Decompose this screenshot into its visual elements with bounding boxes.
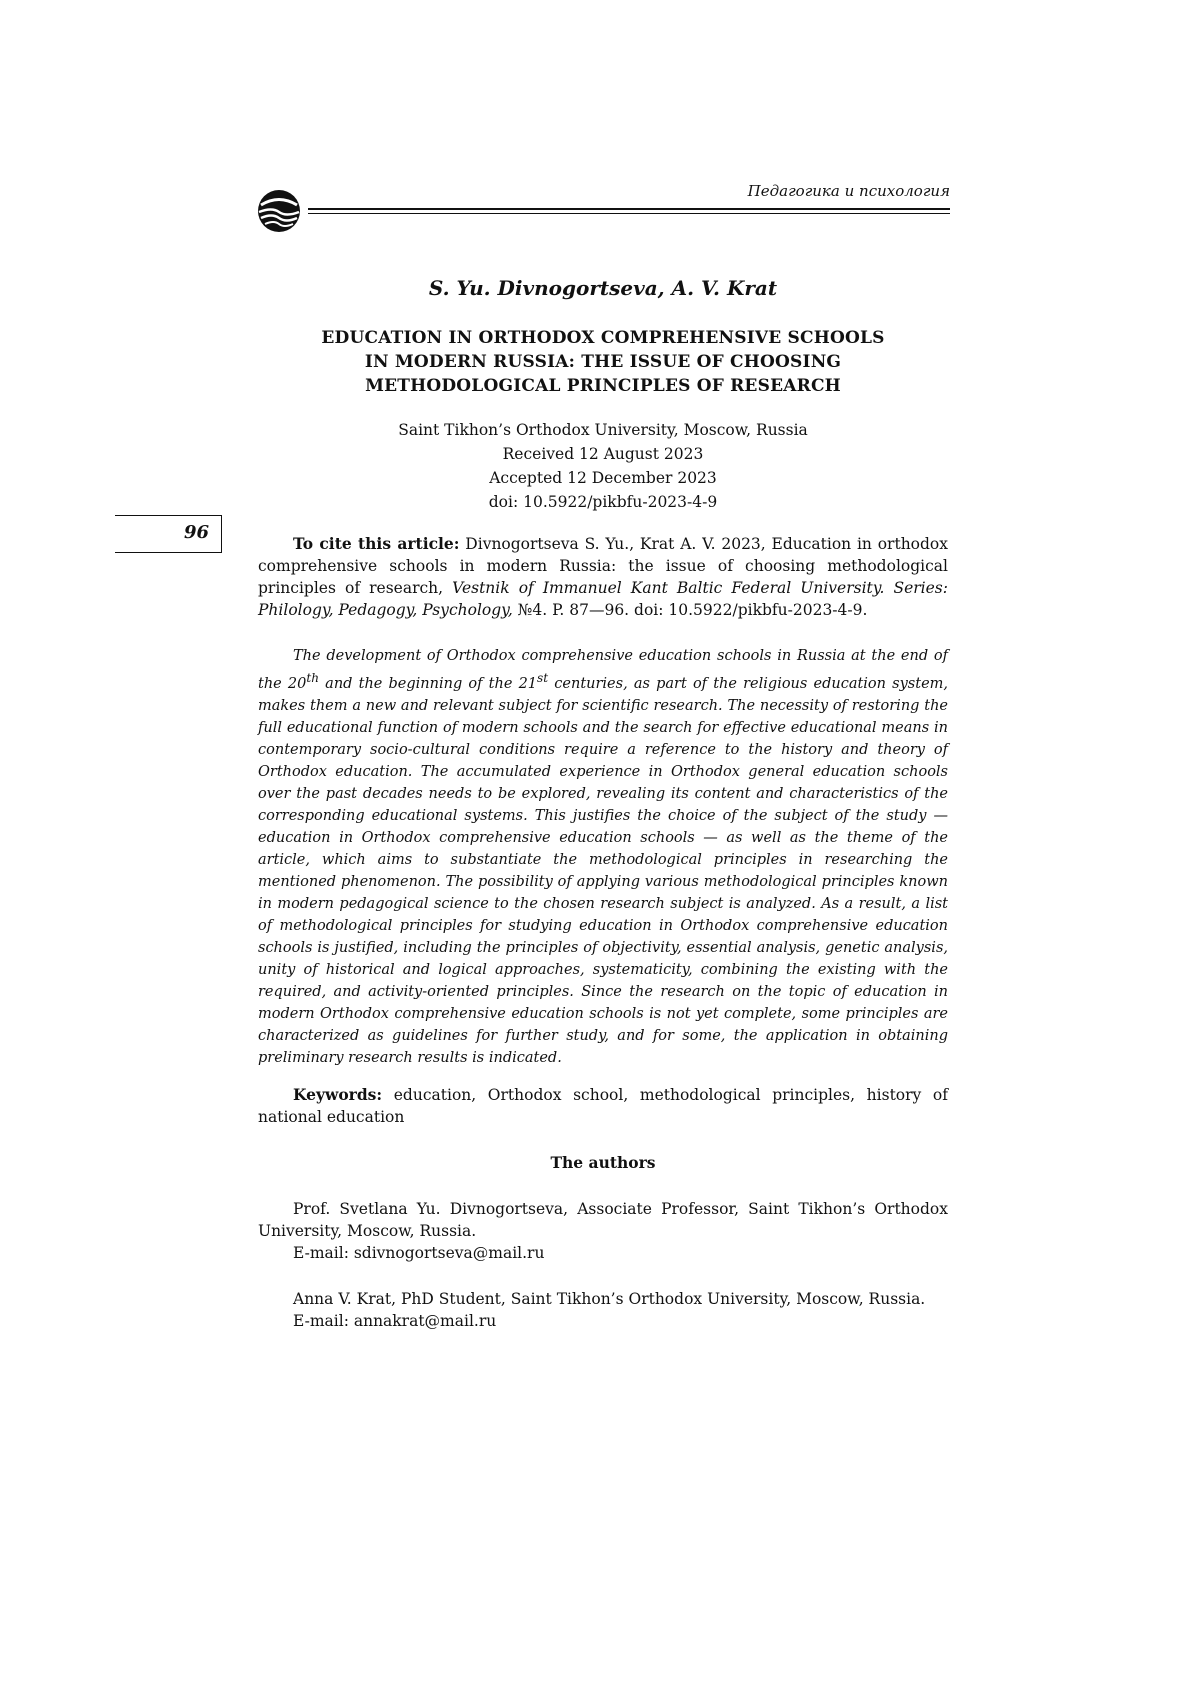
keywords [258,1084,948,1128]
journal-logo-icon [256,188,302,234]
article-meta [258,418,948,514]
citation-end: №4. P. 87—96. doi: 10.5922/pikbfu-2023-4-9. [512,601,868,619]
citation-label: To cite this article: [293,534,460,553]
author-2-email: E-mail: annakrat@mail.ru [293,1312,497,1330]
article-authors: S. Yu. Divnogortseva, A. V. Krat [428,276,778,300]
author-2-info: Anna V. Krat, PhD Student, Saint Tikhon’s Orthodox University, Moscow, Russia. [293,1290,926,1308]
title-line: METHODOLOGICAL PRINCIPLES OF RESEARCH [365,376,841,396]
section-title: Педагогика и психология [747,182,950,200]
article-title [258,326,948,398]
keywords-text: education, Orthodox school, methodological principles, history of national education [258,1086,948,1126]
author-bio-1 [258,1198,948,1264]
title-line: IN MODERN RUSSIA: THE ISSUE OF CHOOSING [364,352,842,372]
page-number: 96 [183,522,209,543]
received-date: Received 12 August 2023 [502,445,704,463]
title-line: EDUCATION IN ORTHODOX COMPREHENSIVE SCHOOLS [321,328,885,348]
header-rule-thin [308,213,950,214]
keywords-label: Keywords: [293,1085,383,1104]
author-1-email: E-mail: sdivnogortseva@mail.ru [293,1244,545,1262]
citation [258,533,948,621]
abstract-text: and the beginning of the 21 [319,675,538,692]
running-header [256,182,950,232]
abstract-text: centuries, as part of the religious education system, makes them a new and relevant subject for scientific research. The necessity of restoring the full educational function of modern schools and the search for effective educational means in contemporary socio-cultural conditions require a reference to the history and theory of Orthodox education. The accumulated experience in Orthodox general education schools over the past decades needs to be explored, revealing its content and characteristics of the corresponding educational systems. This justifies the choice of the subject of the study — education in Orthodox comprehensive education schools — as well as the theme of the article, which aims to substantiate the methodological principles in researching the mentioned phenomenon. The possibility of applying various methodological principles known in modern pedagogical science to the chosen research subject is analyzed. As a result, a list of methodological principles for studying education in Orthodox comprehensive education schools is justified, including the principles of objectivity, essential analysis, genetic analysis, unity of historical and logical approaches, systematicity, combining the existing with the required, and activity-oriented principles. Since the research on the topic of education in modern Orthodox comprehensive education schools is not yet complete, some principles are characterized as guidelines for further study, and for some, the application in obtaining preliminary research results is indicated. [258,675,949,1066]
accepted-date: Accepted 12 December 2023 [489,469,717,487]
authors-heading: The authors [550,1153,656,1172]
superscript: st [537,671,549,685]
page-number-box [115,515,222,553]
doi: doi: 10.5922/pikbfu-2023-4-9 [488,493,718,511]
affiliation: Saint Tikhon’s Orthodox University, Moscow, Russia [398,421,808,439]
abstract-text: The development of Orthodox comprehensive education schools in Russia at the end of the 20 [258,648,948,692]
author-bio-2 [258,1288,948,1332]
superscript: th [306,671,320,685]
header-rule-thick [308,208,950,210]
abstract [258,645,948,1069]
citation-text: Divnogortseva S. Yu., Krat A. V. 2023, Education in orthodox comprehensive schools in modern Russia: the issue of choosing methodological principles of research, [258,535,949,597]
author-1-info: Prof. Svetlana Yu. Divnogortseva, Associate Professor, Saint Tikhon’s Orthodox University, Moscow, Russia. [258,1200,948,1240]
citation-journal: Vestnik of Immanuel Kant Baltic Federal University. Series: Philology, Pedagogy, Psychology, [258,579,948,619]
